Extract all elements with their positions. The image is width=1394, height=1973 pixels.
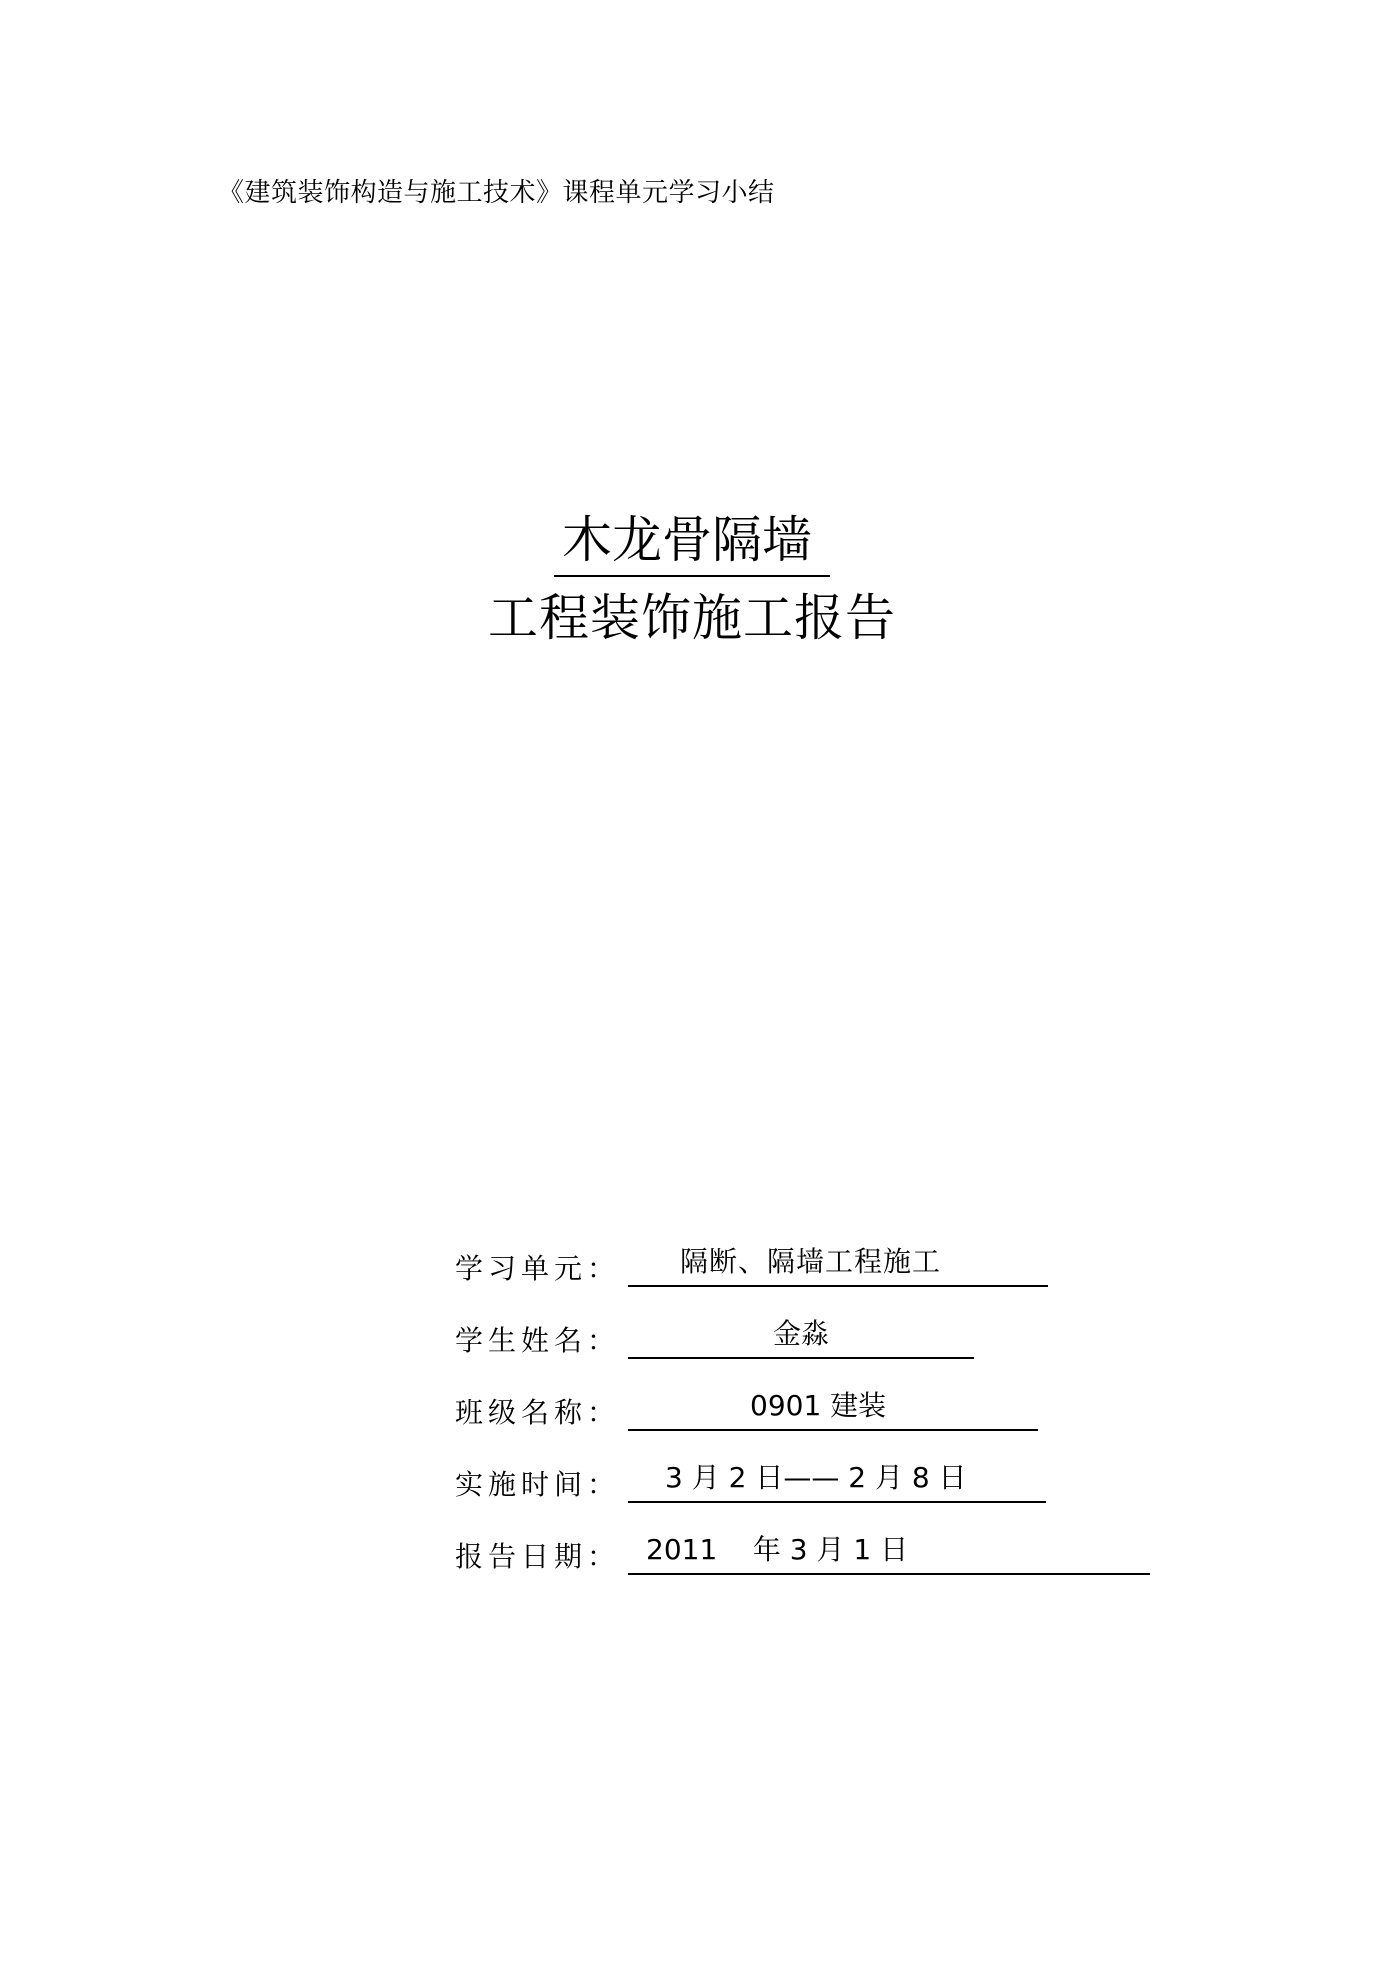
- period-value-text: 3 月 2 日—— 2 月 8 日: [665, 1461, 967, 1494]
- class-label: 班级名称：: [455, 1396, 621, 1429]
- report-date-value: [628, 1531, 1150, 1575]
- student-value: [628, 1315, 974, 1359]
- student-label: 学生姓名：: [455, 1324, 621, 1357]
- class-value-text: 0901 建装: [750, 1389, 887, 1422]
- title-subject: 木龙骨隔墙: [554, 505, 830, 577]
- report-date-value-text: 2011 年 3 月 1 日: [646, 1533, 909, 1566]
- unit-value: [628, 1243, 1048, 1287]
- unit-value-text: 隔断、隔墙工程施工: [680, 1245, 942, 1278]
- course-header: 《建筑装饰构造与施工技术》课程单元学习小结: [218, 178, 775, 208]
- student-value-text: 金淼: [772, 1317, 829, 1350]
- report-title: [0, 505, 1394, 653]
- report-date-label: 报告日期：: [455, 1540, 621, 1573]
- period-value: [628, 1459, 1046, 1503]
- unit-label: 学习单元：: [455, 1252, 621, 1285]
- title-report-type: 工程装饰施工报告: [488, 589, 896, 647]
- class-value: [628, 1387, 1038, 1431]
- period-label: 实施时间：: [455, 1468, 621, 1501]
